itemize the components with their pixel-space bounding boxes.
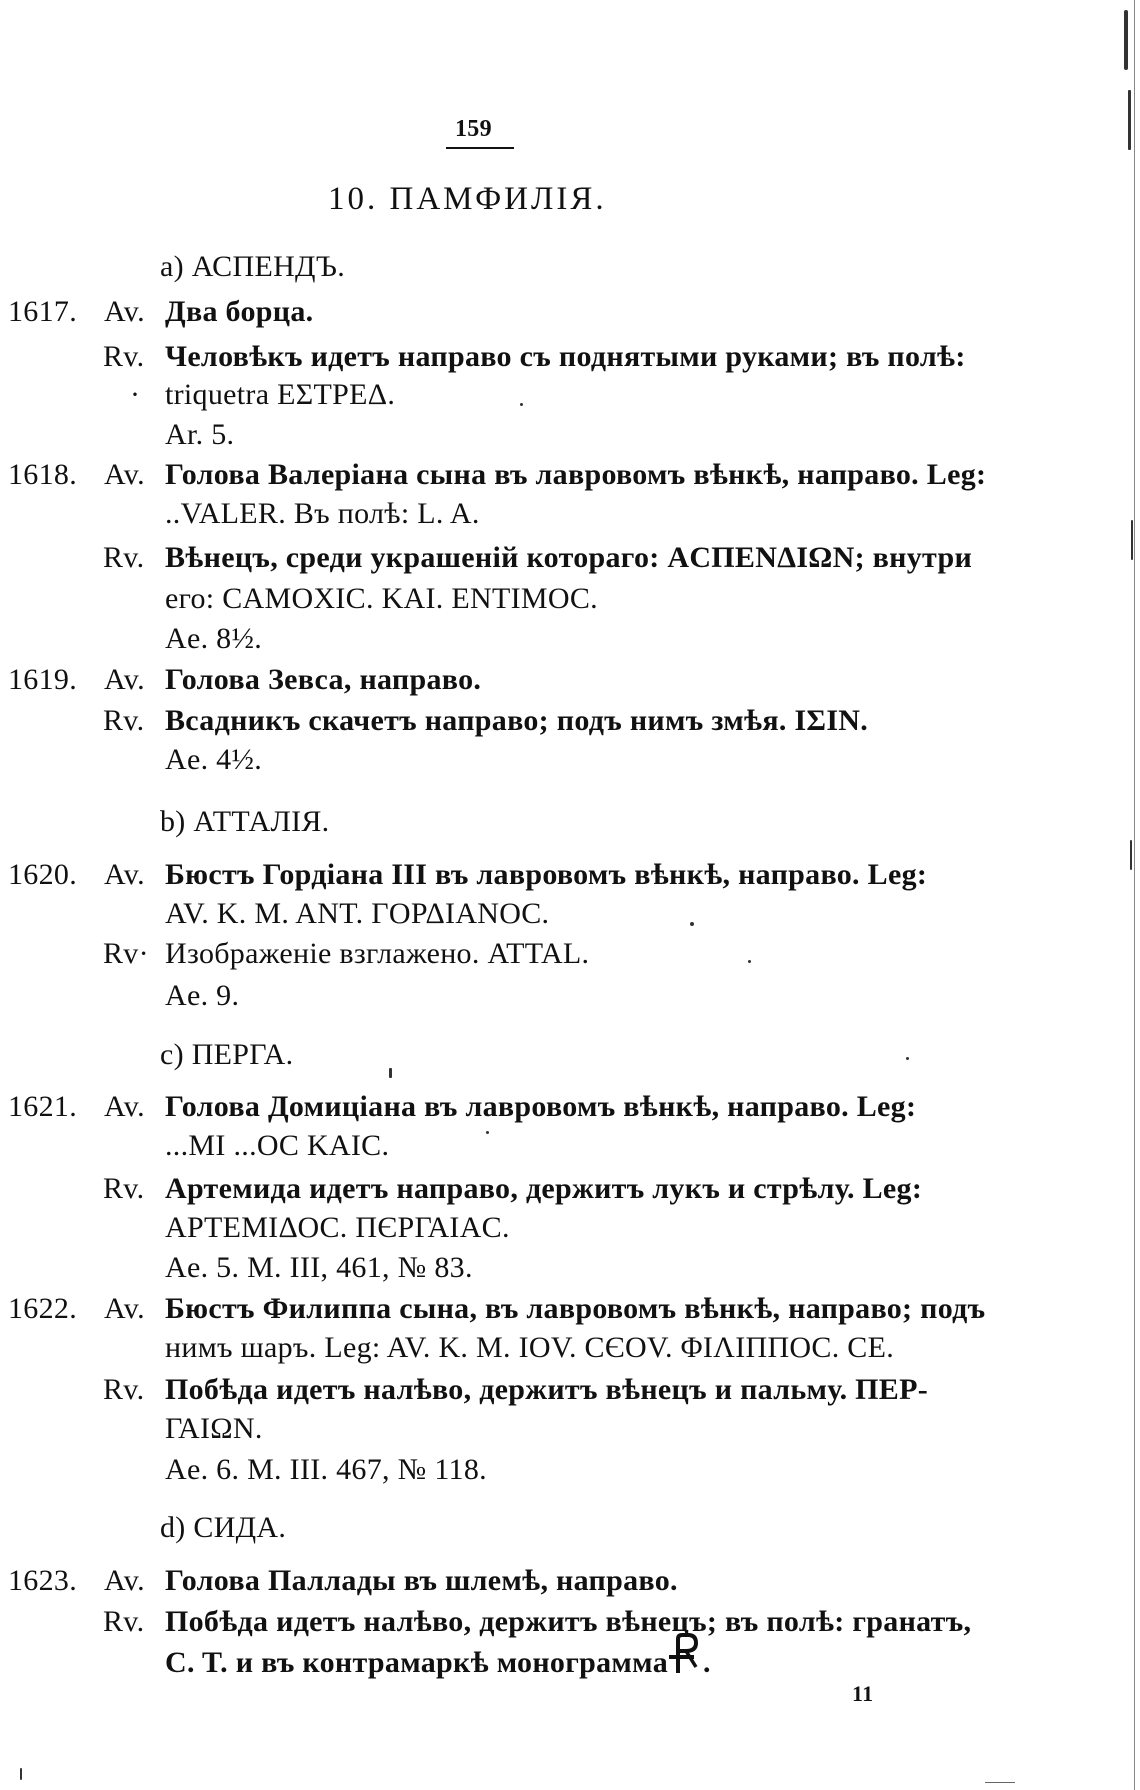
entry-text: Голова Зевса, направо. bbox=[165, 663, 482, 696]
scan-speck bbox=[748, 960, 751, 963]
entry-text: C. T. и въ контрамаркѣ монограмма bbox=[165, 1646, 668, 1679]
entry-text: Бюстъ Гордіана III въ лавровомъ вѣнкѣ, направо. Leg: bbox=[165, 858, 928, 891]
entry-text: Голова Валеріана сына въ лавровомъ вѣнкѣ, направо. Leg: bbox=[165, 458, 987, 491]
entry-text: нимъ шаръ. Leg: AV. K. M. IOV. CЄOV. ΦΙΛΙΠΠΟC. CE. bbox=[165, 1331, 895, 1364]
chapter-title: 10. ПАМФИЛІЯ. bbox=[328, 181, 607, 217]
section-heading-perge: с) ПЕРГА. bbox=[160, 1038, 294, 1071]
page-number-rule bbox=[446, 147, 514, 149]
entry-metal: Ae. 8½. bbox=[165, 622, 263, 655]
entry-text: его: CAMOXIC. KAI. ENTIMOC. bbox=[165, 582, 598, 615]
entry-label: Av. bbox=[104, 1292, 145, 1325]
entry-number: 1617. bbox=[8, 295, 77, 328]
entry-metal: Ae. 9. bbox=[165, 979, 240, 1012]
section-heading-side: d) СИДА. bbox=[160, 1511, 287, 1544]
entry-metal: Ae. 5. M. III, 461, № 83. bbox=[165, 1251, 473, 1284]
entry-label: Rv. bbox=[103, 704, 145, 737]
section-heading-attaleia: b) АТТАЛІЯ. bbox=[160, 805, 330, 838]
entry-label: Rv. bbox=[103, 1605, 145, 1638]
entry-text: Всадникъ скачетъ направо; подъ нимъ змѣя. ΙΣΙΝ. bbox=[165, 704, 869, 737]
entry-label: Rv· bbox=[103, 937, 149, 970]
monogram-icon bbox=[666, 1633, 700, 1679]
entry-text: Изображеніе взглажено. ATTAL. bbox=[165, 937, 590, 970]
entry-label: Rv. bbox=[103, 1172, 145, 1205]
scan-speck bbox=[486, 1131, 489, 1134]
entry-text: Голова Домиціана въ лавровомъ вѣнкѣ, направо. Leg: bbox=[165, 1090, 917, 1123]
scan-speck bbox=[1128, 90, 1131, 150]
entry-text: Артемида идетъ направо, держитъ лукъ и стрѣлу. Leg: bbox=[165, 1172, 923, 1205]
scan-speck bbox=[520, 403, 523, 406]
scan-speck bbox=[906, 1057, 909, 1060]
entry-text: triquetra ΕΣΤΡΕΔ. bbox=[165, 378, 396, 411]
scan-speck bbox=[1131, 520, 1133, 560]
entry-text: ΑΡΤΕΜΙΔΟC. ΠЄΡΓΑΙΑC. bbox=[165, 1211, 510, 1244]
entry-label: Av. bbox=[104, 1564, 145, 1597]
scan-speck bbox=[690, 922, 694, 926]
entry-text: AV. K. M. ANT. ΓΟΡΔΙΑΝΟC. bbox=[165, 897, 550, 930]
scan-speck bbox=[1124, 10, 1128, 70]
entry-text: Бюстъ Филиппа сына, въ лавровомъ вѣнкѣ, направо; подъ bbox=[165, 1292, 986, 1325]
entry-number: 1619. bbox=[8, 663, 77, 696]
entry-metal: Ae. 4½. bbox=[165, 743, 263, 776]
scan-speck bbox=[389, 1068, 392, 1078]
entry-label: Rv. bbox=[103, 340, 145, 373]
entry-number: 1622. bbox=[8, 1292, 77, 1325]
entry-text: ..VALER. Въ полѣ: L. A. bbox=[165, 497, 480, 530]
entry-number: 1618. bbox=[8, 458, 77, 491]
entry-text: Человѣкъ идетъ направо съ поднятыми руками; въ полѣ: bbox=[165, 340, 966, 373]
entry-label: Av. bbox=[104, 1090, 145, 1123]
entry-number: 1623. bbox=[8, 1564, 77, 1597]
entry-label: Rv. bbox=[103, 1373, 145, 1406]
entry-number: 1621. bbox=[8, 1090, 77, 1123]
entry-text: Побѣда идетъ налѣво, держитъ вѣнецъ и пальму. ΠΕΡ- bbox=[165, 1373, 929, 1406]
entry-label: Av. bbox=[104, 458, 145, 491]
scan-speck bbox=[1130, 840, 1132, 870]
entry-text: ΓΑΙΩΝ. bbox=[165, 1412, 263, 1445]
entry-text: Побѣда идетъ налѣво, держитъ вѣнецъ; въ полѣ: гранатъ, bbox=[165, 1605, 972, 1638]
entry-text: ...MI ...OC KAIC. bbox=[165, 1129, 390, 1162]
entry-metal: Ar. 5. bbox=[165, 418, 235, 451]
entry-label: Av. bbox=[104, 663, 145, 696]
entry-text: Два борца. bbox=[165, 295, 314, 328]
entry-label: Av. bbox=[104, 858, 145, 891]
stray-dot: · bbox=[130, 378, 141, 411]
entry-number: 1620. bbox=[8, 858, 77, 891]
footer-signature: 11 bbox=[852, 1681, 874, 1706]
section-heading-aspendos: а) АСПЕНДЪ. bbox=[160, 250, 346, 283]
entry-label: Av. bbox=[104, 295, 145, 328]
entry-text-end: . bbox=[703, 1646, 711, 1679]
entry-text: Голова Паллады въ шлемѣ, направо. bbox=[165, 1564, 678, 1597]
page-number: 159 bbox=[455, 116, 492, 142]
scan-edge bbox=[1134, 0, 1135, 1790]
entry-text: Вѣнецъ, среди украшеній котораго: ΑCΠΕΝΔΙΩΝ; внутри bbox=[165, 541, 973, 574]
scan-speck bbox=[20, 1768, 22, 1780]
entry-label: Rv. bbox=[103, 541, 145, 574]
entry-metal: Ae. 6. M. III. 467, № 118. bbox=[165, 1453, 487, 1486]
scan-speck bbox=[985, 1782, 1015, 1783]
